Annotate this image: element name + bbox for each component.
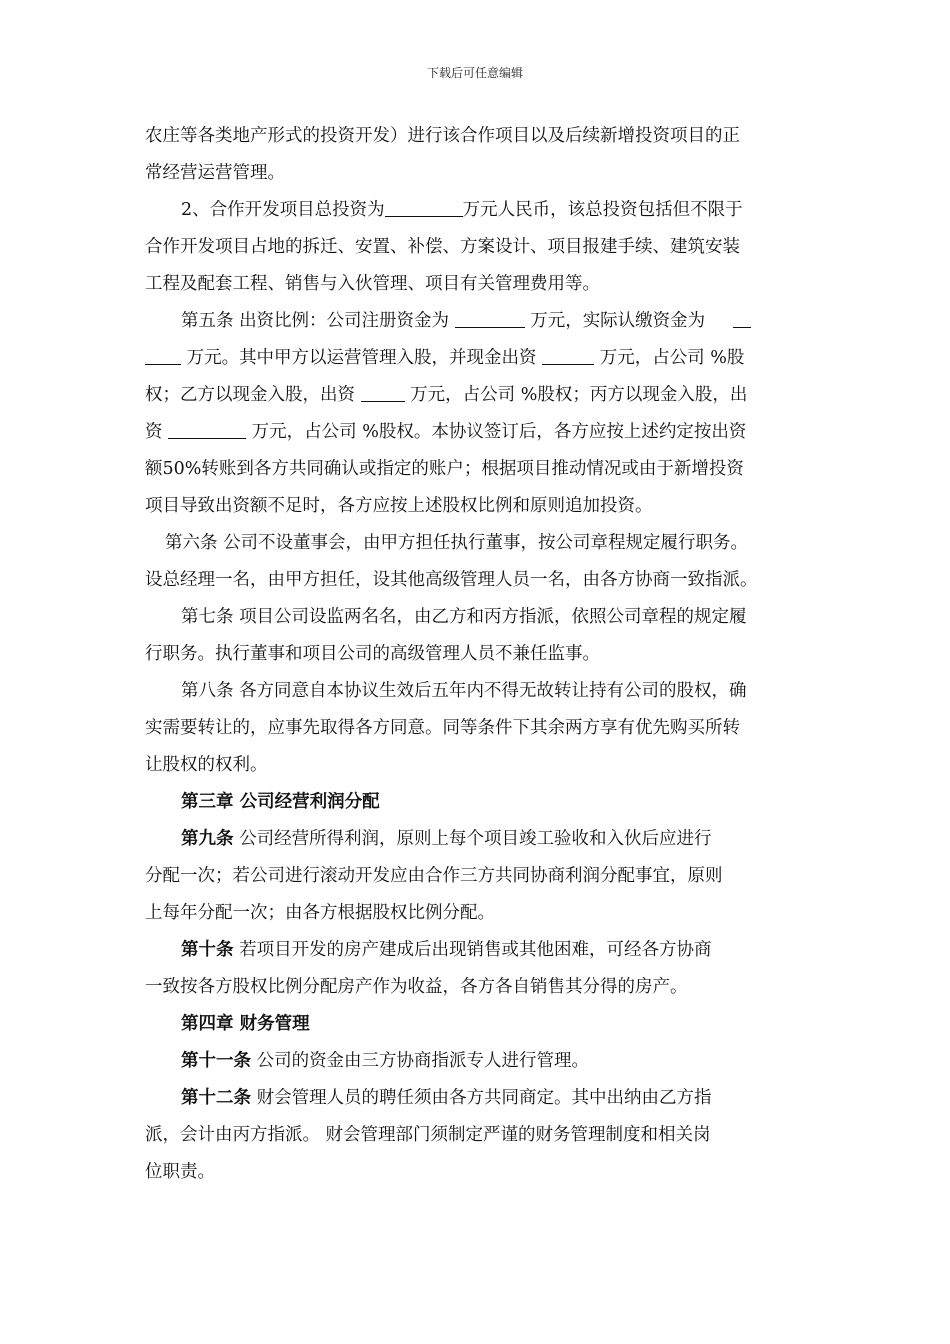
blank-underline: [385, 199, 463, 218]
text-line: 设总经理一名，由甲方担任，设其他高级管理人员一名，由各方协商一致指派。: [145, 570, 758, 590]
text-line: 上每年分配一次；由各方根据股权比例分配。: [145, 903, 495, 923]
text-line: 一致按各方股权比例分配房产作为收益，各方各自销售其分得的房产。: [145, 977, 688, 997]
text-line: 工程及配套工程、销售与入伙管理、项目有关管理费用等。: [145, 274, 600, 294]
blank-underline: [168, 421, 246, 440]
text-span: 若项目开发的房产建成后出现销售或其他困难，可经各方协商: [233, 940, 712, 960]
text-line: 合作开发项目占地的拆迁、安置、补偿、方案设计、项目报建手续、建筑安装: [145, 237, 740, 257]
article-9-line: [145, 821, 815, 858]
text-span: 2、合作开发项目总投资为: [181, 200, 385, 220]
text-line: [145, 414, 815, 451]
text-span: 财会管理人员的聘任须由各方共同商定。其中出纳由乙方指: [251, 1088, 712, 1108]
text-line: 额50%转账到各方共同确认或指定的账户；根据项目推动情况或由于新增投资: [145, 459, 744, 479]
chapter-4-heading: 第四章 财务管理: [181, 1014, 310, 1034]
article-7-line: 第七条 项目公司设监两名名，由乙方和丙方指派，依照公司章程的规定履: [181, 607, 747, 627]
text-line: 农庄等各类地产形式的投资开发）进行该合作项目以及后续新增投资项目的正: [145, 126, 740, 146]
text-span: 万元。其中甲方以运营管理入股，并现金出资: [181, 348, 543, 368]
article-label: 第十二条: [181, 1088, 251, 1108]
article-6-line: 第六条 公司不设董事会，由甲方担任执行董事，按公司章程规定履行职务。: [165, 533, 749, 553]
text-line: 分配一次；若公司进行滚动开发应由合作三方共同协商利润分配事宜，原则: [145, 866, 723, 886]
text-line: 常经营运营管理。: [145, 163, 285, 183]
text-span: 公司经营所得利润，原则上每个项目竣工验收和入伙后应进行: [233, 829, 712, 849]
text-line: 项目导致出资额不足时，各方应按上述股权比例和原则追加投资。: [145, 496, 653, 516]
chapter-3-heading: 第三章 公司经营利润分配: [181, 792, 380, 812]
text-span: 权；乙方以现金入股，出资: [145, 385, 361, 405]
blank-underline: [542, 347, 594, 366]
article-12-line: [145, 1080, 815, 1117]
text-line: 实需要转让的，应事先取得各方同意。同等条件下其余两方享有优先购买所转: [145, 718, 740, 738]
article-label: 第九条: [181, 829, 234, 849]
text-span: 万元，占公司 %股权。本协议签订后，各方应按上述约定按出资: [246, 422, 747, 442]
document-body: [145, 118, 815, 1191]
text-line: 行职务。执行董事和项目公司的高级管理人员不兼任监事。: [145, 644, 600, 664]
article-5-line: [145, 303, 815, 340]
article-10-line: [145, 932, 815, 969]
blank-underline: [455, 310, 525, 329]
text-span: 万元，实际认缴资金为: [524, 311, 711, 331]
article-8-line: 第八条 各方同意自本协议生效后五年内不得无故转让持有公司的股权，确: [181, 681, 747, 701]
paragraph-total-investment: [145, 192, 815, 229]
blank-underline: [733, 310, 751, 329]
text-span: 资: [145, 422, 169, 442]
text-span: 第五条 出资比例：公司注册资金为: [181, 311, 455, 331]
text-span: 万元，占公司 %股: [594, 348, 745, 368]
text-span: 万元人民币，该总投资包括但不限于: [462, 200, 743, 220]
text-line: 派，会计由丙方指派。 财会管理部门须制定严谨的财务管理制度和相关岗: [145, 1125, 711, 1145]
text-line: [145, 377, 815, 414]
text-line: 让股权的权利。: [145, 755, 268, 775]
text-span: 万元，占公司 %股权；丙方以现金入股，出: [404, 385, 748, 405]
article-11-line: [145, 1043, 815, 1080]
blank-underline: [145, 347, 181, 366]
article-label: 第十条: [181, 940, 234, 960]
blank-underline: [361, 384, 405, 403]
page-header-note: 下载后可任意编辑: [426, 66, 523, 80]
text-span: 公司的资金由三方协商指派专人进行管理。: [251, 1051, 590, 1071]
text-line: 位职责。: [145, 1162, 215, 1182]
article-label: 第十一条: [181, 1051, 251, 1071]
text-line: [145, 340, 815, 377]
